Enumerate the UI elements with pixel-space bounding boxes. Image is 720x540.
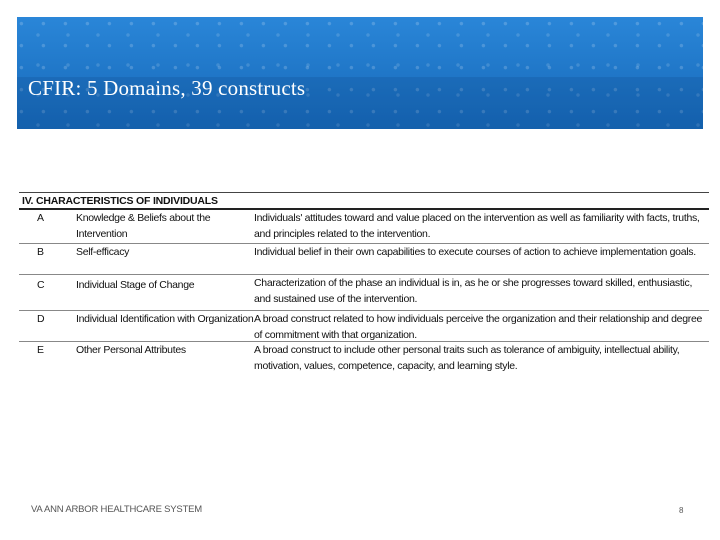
construct-name: Knowledge & Beliefs about the Intervention: [76, 212, 211, 240]
table-row: [19, 210, 709, 244]
construct-description: Characterization of the phase an individual is in, as he or she progresses toward skilled, enthusiastic, and sustained use of the intervention.: [254, 277, 693, 305]
table-row: [19, 275, 709, 311]
footer-organization: VA ANN ARBOR HEALTHCARE SYSTEM: [31, 504, 203, 515]
construct-description: Individuals' attitudes toward and value placed on the intervention as well as familiarity with facts, truths, and principles related to the intervention.: [254, 212, 700, 240]
section-header: IV. CHARACTERISTICS OF INDIVIDUALS: [19, 192, 709, 210]
construct-description: A broad construct related to how individuals perceive the organization and their relationship and degree of commitment with that organization.: [254, 313, 703, 341]
row-letter: B: [37, 246, 44, 258]
constructs-table: [19, 192, 709, 376]
construct-name: Individual Identification with Organization: [76, 313, 254, 325]
construct-name: Individual Stage of Change: [76, 279, 195, 291]
row-letter: D: [37, 313, 45, 325]
row-letter: E: [37, 344, 44, 356]
row-letter: A: [37, 212, 44, 224]
page-number: 8: [679, 506, 684, 515]
table-row: [19, 311, 709, 342]
title-banner: [17, 17, 703, 129]
construct-description: A broad construct to include other personal traits such as tolerance of ambiguity, intellectual ability, motivation, values, competence, capacity, and learning style.: [254, 344, 680, 372]
construct-description: Individual belief in their own capabilities to execute courses of action to achieve implementation goals.: [254, 246, 696, 258]
table-row: [19, 244, 709, 275]
row-letter: C: [37, 279, 45, 291]
construct-name: Self-efficacy: [76, 246, 130, 258]
slide-title: CFIR: 5 Domains, 39 constructs: [28, 76, 306, 100]
construct-name: Other Personal Attributes: [76, 344, 186, 356]
table-row: [19, 342, 709, 376]
